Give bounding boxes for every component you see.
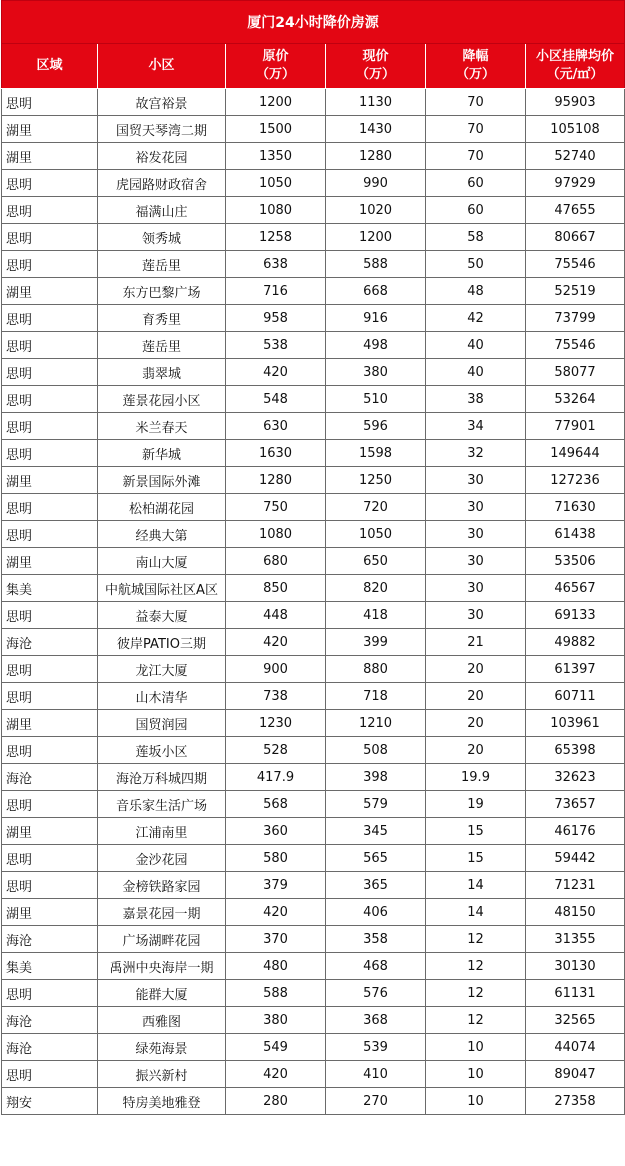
- average-price-cell: 61438: [526, 521, 625, 548]
- price-drop-cell: 34: [426, 413, 526, 440]
- district-cell: 思明: [2, 89, 98, 116]
- original-price-cell: 1080: [226, 521, 326, 548]
- price-drop-cell: 32: [426, 440, 526, 467]
- current-price-cell: 358: [326, 926, 426, 953]
- community-cell: 育秀里: [98, 305, 226, 332]
- average-price-cell: 95903: [526, 89, 625, 116]
- average-price-cell: 30130: [526, 953, 625, 980]
- district-cell: 湖里: [2, 710, 98, 737]
- average-price-cell: 53506: [526, 548, 625, 575]
- district-cell: 思明: [2, 980, 98, 1007]
- original-price-cell: 420: [226, 629, 326, 656]
- average-price-cell: 58077: [526, 359, 625, 386]
- current-price-cell: 380: [326, 359, 426, 386]
- current-price-cell: 510: [326, 386, 426, 413]
- community-cell: 嘉景花园一期: [98, 899, 226, 926]
- community-cell: 绿苑海景: [98, 1034, 226, 1061]
- table-row: [2, 737, 625, 764]
- district-cell: 集美: [2, 575, 98, 602]
- community-cell: 振兴新村: [98, 1061, 226, 1088]
- price-drop-cell: 42: [426, 305, 526, 332]
- price-drop-cell: 10: [426, 1088, 526, 1115]
- district-cell: 湖里: [2, 278, 98, 305]
- average-price-cell: 27358: [526, 1088, 625, 1115]
- original-price-cell: 588: [226, 980, 326, 1007]
- average-price-cell: 53264: [526, 386, 625, 413]
- average-price-cell: 49882: [526, 629, 625, 656]
- district-cell: 思明: [2, 170, 98, 197]
- price-drop-cell: 14: [426, 872, 526, 899]
- average-price-cell: 61131: [526, 980, 625, 1007]
- district-cell: 思明: [2, 1061, 98, 1088]
- current-price-cell: 990: [326, 170, 426, 197]
- price-drop-cell: 30: [426, 602, 526, 629]
- price-drop-cell: 30: [426, 467, 526, 494]
- community-cell: 经典大第: [98, 521, 226, 548]
- current-price-cell: 588: [326, 251, 426, 278]
- original-price-cell: 448: [226, 602, 326, 629]
- original-price-cell: 360: [226, 818, 326, 845]
- header-average-price-unit: （元/㎡）: [546, 67, 604, 82]
- table-title: 厦门24小时降价房源: [2, 1, 625, 44]
- average-price-cell: 59442: [526, 845, 625, 872]
- price-drop-cell: 10: [426, 1061, 526, 1088]
- table-row: [2, 521, 625, 548]
- original-price-cell: 420: [226, 899, 326, 926]
- table-row: [2, 494, 625, 521]
- current-price-cell: 1430: [326, 116, 426, 143]
- table-row: [2, 899, 625, 926]
- current-price-cell: 916: [326, 305, 426, 332]
- table-row: [2, 305, 625, 332]
- current-price-cell: 498: [326, 332, 426, 359]
- table-row: [2, 764, 625, 791]
- original-price-cell: 1200: [226, 89, 326, 116]
- average-price-cell: 48150: [526, 899, 625, 926]
- community-cell: 国贸润园: [98, 710, 226, 737]
- table-row: [2, 548, 625, 575]
- original-price-cell: 1280: [226, 467, 326, 494]
- average-price-cell: 31355: [526, 926, 625, 953]
- district-cell: 湖里: [2, 818, 98, 845]
- community-cell: 龙江大厦: [98, 656, 226, 683]
- price-drop-cell: 58: [426, 224, 526, 251]
- district-cell: 集美: [2, 953, 98, 980]
- community-cell: 益泰大厦: [98, 602, 226, 629]
- original-price-cell: 568: [226, 791, 326, 818]
- average-price-cell: 77901: [526, 413, 625, 440]
- community-cell: 海沧万科城四期: [98, 764, 226, 791]
- table-row: [2, 710, 625, 737]
- community-cell: 松柏湖花园: [98, 494, 226, 521]
- original-price-cell: 580: [226, 845, 326, 872]
- current-price-cell: 1280: [326, 143, 426, 170]
- average-price-cell: 75546: [526, 251, 625, 278]
- district-cell: 湖里: [2, 899, 98, 926]
- community-cell: 新景国际外滩: [98, 467, 226, 494]
- average-price-cell: 73799: [526, 305, 625, 332]
- district-cell: 海沧: [2, 1034, 98, 1061]
- price-drop-cell: 12: [426, 980, 526, 1007]
- current-price-cell: 368: [326, 1007, 426, 1034]
- price-drop-cell: 48: [426, 278, 526, 305]
- average-price-cell: 60711: [526, 683, 625, 710]
- current-price-cell: 468: [326, 953, 426, 980]
- current-price-cell: 1020: [326, 197, 426, 224]
- average-price-cell: 149644: [526, 440, 625, 467]
- current-price-cell: 1210: [326, 710, 426, 737]
- price-drop-cell: 12: [426, 926, 526, 953]
- header-price-drop: [426, 44, 526, 89]
- average-price-cell: 75546: [526, 332, 625, 359]
- average-price-cell: 127236: [526, 467, 625, 494]
- current-price-cell: 406: [326, 899, 426, 926]
- header-current-price-unit: （万）: [355, 67, 395, 82]
- header-price-drop-label: 降幅: [462, 49, 489, 64]
- table-body: [2, 89, 625, 1115]
- average-price-cell: 32623: [526, 764, 625, 791]
- district-cell: 湖里: [2, 548, 98, 575]
- district-cell: 思明: [2, 224, 98, 251]
- district-cell: 湖里: [2, 467, 98, 494]
- average-price-cell: 46176: [526, 818, 625, 845]
- district-cell: 湖里: [2, 143, 98, 170]
- district-cell: 思明: [2, 602, 98, 629]
- table-row: [2, 251, 625, 278]
- current-price-cell: 820: [326, 575, 426, 602]
- table-row: [2, 332, 625, 359]
- price-drop-cell: 15: [426, 845, 526, 872]
- community-cell: 彼岸PATIO三期: [98, 629, 226, 656]
- current-price-cell: 650: [326, 548, 426, 575]
- header-district: 区域: [2, 44, 98, 89]
- current-price-cell: 718: [326, 683, 426, 710]
- community-cell: 米兰春天: [98, 413, 226, 440]
- price-drop-cell: 70: [426, 116, 526, 143]
- table-row: [2, 143, 625, 170]
- current-price-cell: 345: [326, 818, 426, 845]
- district-cell: 翔安: [2, 1088, 98, 1115]
- district-cell: 思明: [2, 197, 98, 224]
- original-price-cell: 738: [226, 683, 326, 710]
- original-price-cell: 630: [226, 413, 326, 440]
- average-price-cell: 80667: [526, 224, 625, 251]
- district-cell: 思明: [2, 791, 98, 818]
- table-row: [2, 575, 625, 602]
- district-cell: 思明: [2, 413, 98, 440]
- header-original-price-label: 原价: [262, 49, 289, 64]
- header-average-price: [526, 44, 625, 89]
- original-price-cell: 1230: [226, 710, 326, 737]
- header-current-price-label: 现价: [362, 49, 389, 64]
- price-drop-cell: 19: [426, 791, 526, 818]
- community-cell: 西雅图: [98, 1007, 226, 1034]
- average-price-cell: 103961: [526, 710, 625, 737]
- header-original-price: [226, 44, 326, 89]
- original-price-cell: 370: [226, 926, 326, 953]
- current-price-cell: 410: [326, 1061, 426, 1088]
- table-row: [2, 926, 625, 953]
- district-cell: 思明: [2, 521, 98, 548]
- original-price-cell: 420: [226, 359, 326, 386]
- table-row: [2, 116, 625, 143]
- original-price-cell: 716: [226, 278, 326, 305]
- average-price-cell: 89047: [526, 1061, 625, 1088]
- current-price-cell: 1050: [326, 521, 426, 548]
- header-price-drop-unit: （万）: [455, 67, 495, 82]
- community-cell: 莲岳里: [98, 332, 226, 359]
- average-price-cell: 105108: [526, 116, 625, 143]
- original-price-cell: 480: [226, 953, 326, 980]
- price-drop-cell: 20: [426, 683, 526, 710]
- price-drop-cell: 12: [426, 953, 526, 980]
- original-price-cell: 1050: [226, 170, 326, 197]
- current-price-cell: 508: [326, 737, 426, 764]
- current-price-cell: 1200: [326, 224, 426, 251]
- price-drop-cell: 20: [426, 737, 526, 764]
- price-drop-cell: 70: [426, 143, 526, 170]
- price-drop-cell: 12: [426, 1007, 526, 1034]
- price-drop-cell: 60: [426, 197, 526, 224]
- price-drop-cell: 70: [426, 89, 526, 116]
- price-drop-table-container: [1, 0, 624, 1115]
- current-price-cell: 668: [326, 278, 426, 305]
- current-price-cell: 539: [326, 1034, 426, 1061]
- price-drop-cell: 50: [426, 251, 526, 278]
- price-drop-cell: 19.9: [426, 764, 526, 791]
- community-cell: 裕发花园: [98, 143, 226, 170]
- table-row: [2, 656, 625, 683]
- table-row: [2, 953, 625, 980]
- average-price-cell: 97929: [526, 170, 625, 197]
- district-cell: 思明: [2, 845, 98, 872]
- average-price-cell: 32565: [526, 1007, 625, 1034]
- original-price-cell: 1258: [226, 224, 326, 251]
- price-drop-cell: 30: [426, 575, 526, 602]
- district-cell: 思明: [2, 305, 98, 332]
- community-cell: 南山大厦: [98, 548, 226, 575]
- price-drop-cell: 15: [426, 818, 526, 845]
- district-cell: 思明: [2, 386, 98, 413]
- community-cell: 能群大厦: [98, 980, 226, 1007]
- current-price-cell: 398: [326, 764, 426, 791]
- table-row: [2, 845, 625, 872]
- header-current-price: [326, 44, 426, 89]
- original-price-cell: 900: [226, 656, 326, 683]
- current-price-cell: 418: [326, 602, 426, 629]
- original-price-cell: 1630: [226, 440, 326, 467]
- community-cell: 中航城国际社区A区: [98, 575, 226, 602]
- table-row: [2, 89, 625, 116]
- original-price-cell: 850: [226, 575, 326, 602]
- original-price-cell: 379: [226, 872, 326, 899]
- district-cell: 思明: [2, 872, 98, 899]
- original-price-cell: 548: [226, 386, 326, 413]
- current-price-cell: 1130: [326, 89, 426, 116]
- table-row: [2, 1007, 625, 1034]
- price-drop-cell: 40: [426, 359, 526, 386]
- table-row: [2, 1061, 625, 1088]
- table-row: [2, 872, 625, 899]
- price-drop-cell: 30: [426, 548, 526, 575]
- header-row: [2, 44, 625, 89]
- district-cell: 思明: [2, 737, 98, 764]
- district-cell: 海沧: [2, 926, 98, 953]
- district-cell: 思明: [2, 332, 98, 359]
- original-price-cell: 549: [226, 1034, 326, 1061]
- average-price-cell: 61397: [526, 656, 625, 683]
- price-drop-cell: 60: [426, 170, 526, 197]
- price-drop-cell: 21: [426, 629, 526, 656]
- current-price-cell: 1598: [326, 440, 426, 467]
- original-price-cell: 1500: [226, 116, 326, 143]
- table-row: [2, 197, 625, 224]
- original-price-cell: 538: [226, 332, 326, 359]
- current-price-cell: 880: [326, 656, 426, 683]
- community-cell: 福满山庄: [98, 197, 226, 224]
- district-cell: 思明: [2, 440, 98, 467]
- header-average-price-label: 小区挂牌均价: [536, 49, 615, 64]
- community-cell: 翡翠城: [98, 359, 226, 386]
- table-row: [2, 791, 625, 818]
- current-price-cell: 579: [326, 791, 426, 818]
- table-row: [2, 170, 625, 197]
- table-row: [2, 278, 625, 305]
- community-cell: 东方巴黎广场: [98, 278, 226, 305]
- average-price-cell: 71630: [526, 494, 625, 521]
- district-cell: 思明: [2, 359, 98, 386]
- average-price-cell: 52519: [526, 278, 625, 305]
- original-price-cell: 420: [226, 1061, 326, 1088]
- original-price-cell: 1350: [226, 143, 326, 170]
- current-price-cell: 1250: [326, 467, 426, 494]
- price-drop-cell: 10: [426, 1034, 526, 1061]
- table-row: [2, 683, 625, 710]
- price-drop-cell: 30: [426, 494, 526, 521]
- district-cell: 思明: [2, 683, 98, 710]
- average-price-cell: 65398: [526, 737, 625, 764]
- average-price-cell: 69133: [526, 602, 625, 629]
- price-drop-cell: 38: [426, 386, 526, 413]
- current-price-cell: 720: [326, 494, 426, 521]
- community-cell: 国贸天琴湾二期: [98, 116, 226, 143]
- original-price-cell: 417.9: [226, 764, 326, 791]
- community-cell: 禹洲中央海岸一期: [98, 953, 226, 980]
- community-cell: 特房美地雅登: [98, 1088, 226, 1115]
- table-row: [2, 1088, 625, 1115]
- price-drop-cell: 14: [426, 899, 526, 926]
- price-drop-cell: 30: [426, 521, 526, 548]
- average-price-cell: 46567: [526, 575, 625, 602]
- original-price-cell: 380: [226, 1007, 326, 1034]
- district-cell: 思明: [2, 494, 98, 521]
- current-price-cell: 565: [326, 845, 426, 872]
- original-price-cell: 958: [226, 305, 326, 332]
- community-cell: 音乐家生活广场: [98, 791, 226, 818]
- original-price-cell: 680: [226, 548, 326, 575]
- original-price-cell: 750: [226, 494, 326, 521]
- average-price-cell: 71231: [526, 872, 625, 899]
- table-row: [2, 1034, 625, 1061]
- price-drop-cell: 40: [426, 332, 526, 359]
- current-price-cell: 576: [326, 980, 426, 1007]
- table-row: [2, 980, 625, 1007]
- table-row: [2, 629, 625, 656]
- community-cell: 江浦南里: [98, 818, 226, 845]
- average-price-cell: 52740: [526, 143, 625, 170]
- district-cell: 思明: [2, 656, 98, 683]
- table-row: [2, 386, 625, 413]
- district-cell: 思明: [2, 251, 98, 278]
- table-row: [2, 818, 625, 845]
- community-cell: 金榜铁路家园: [98, 872, 226, 899]
- community-cell: 故宫裕景: [98, 89, 226, 116]
- table-row: [2, 224, 625, 251]
- price-drop-cell: 20: [426, 710, 526, 737]
- header-community: 小区: [98, 44, 226, 89]
- community-cell: 金沙花园: [98, 845, 226, 872]
- community-cell: 莲景花园小区: [98, 386, 226, 413]
- district-cell: 海沧: [2, 764, 98, 791]
- average-price-cell: 44074: [526, 1034, 625, 1061]
- district-cell: 湖里: [2, 116, 98, 143]
- table-row: [2, 602, 625, 629]
- district-cell: 海沧: [2, 1007, 98, 1034]
- average-price-cell: 73657: [526, 791, 625, 818]
- table-row: [2, 467, 625, 494]
- original-price-cell: 638: [226, 251, 326, 278]
- community-cell: 山木清华: [98, 683, 226, 710]
- table-row: [2, 413, 625, 440]
- price-drop-cell: 20: [426, 656, 526, 683]
- district-cell: 海沧: [2, 629, 98, 656]
- table-row: [2, 359, 625, 386]
- original-price-cell: 1080: [226, 197, 326, 224]
- header-original-price-unit: （万）: [255, 67, 295, 82]
- community-cell: 广场湖畔花园: [98, 926, 226, 953]
- current-price-cell: 399: [326, 629, 426, 656]
- current-price-cell: 596: [326, 413, 426, 440]
- community-cell: 新华城: [98, 440, 226, 467]
- community-cell: 莲坂小区: [98, 737, 226, 764]
- table-row: [2, 440, 625, 467]
- current-price-cell: 365: [326, 872, 426, 899]
- original-price-cell: 528: [226, 737, 326, 764]
- community-cell: 莲岳里: [98, 251, 226, 278]
- community-cell: 虎园路财政宿舍: [98, 170, 226, 197]
- price-drop-table: [1, 0, 625, 1115]
- community-cell: 领秀城: [98, 224, 226, 251]
- original-price-cell: 280: [226, 1088, 326, 1115]
- average-price-cell: 47655: [526, 197, 625, 224]
- current-price-cell: 270: [326, 1088, 426, 1115]
